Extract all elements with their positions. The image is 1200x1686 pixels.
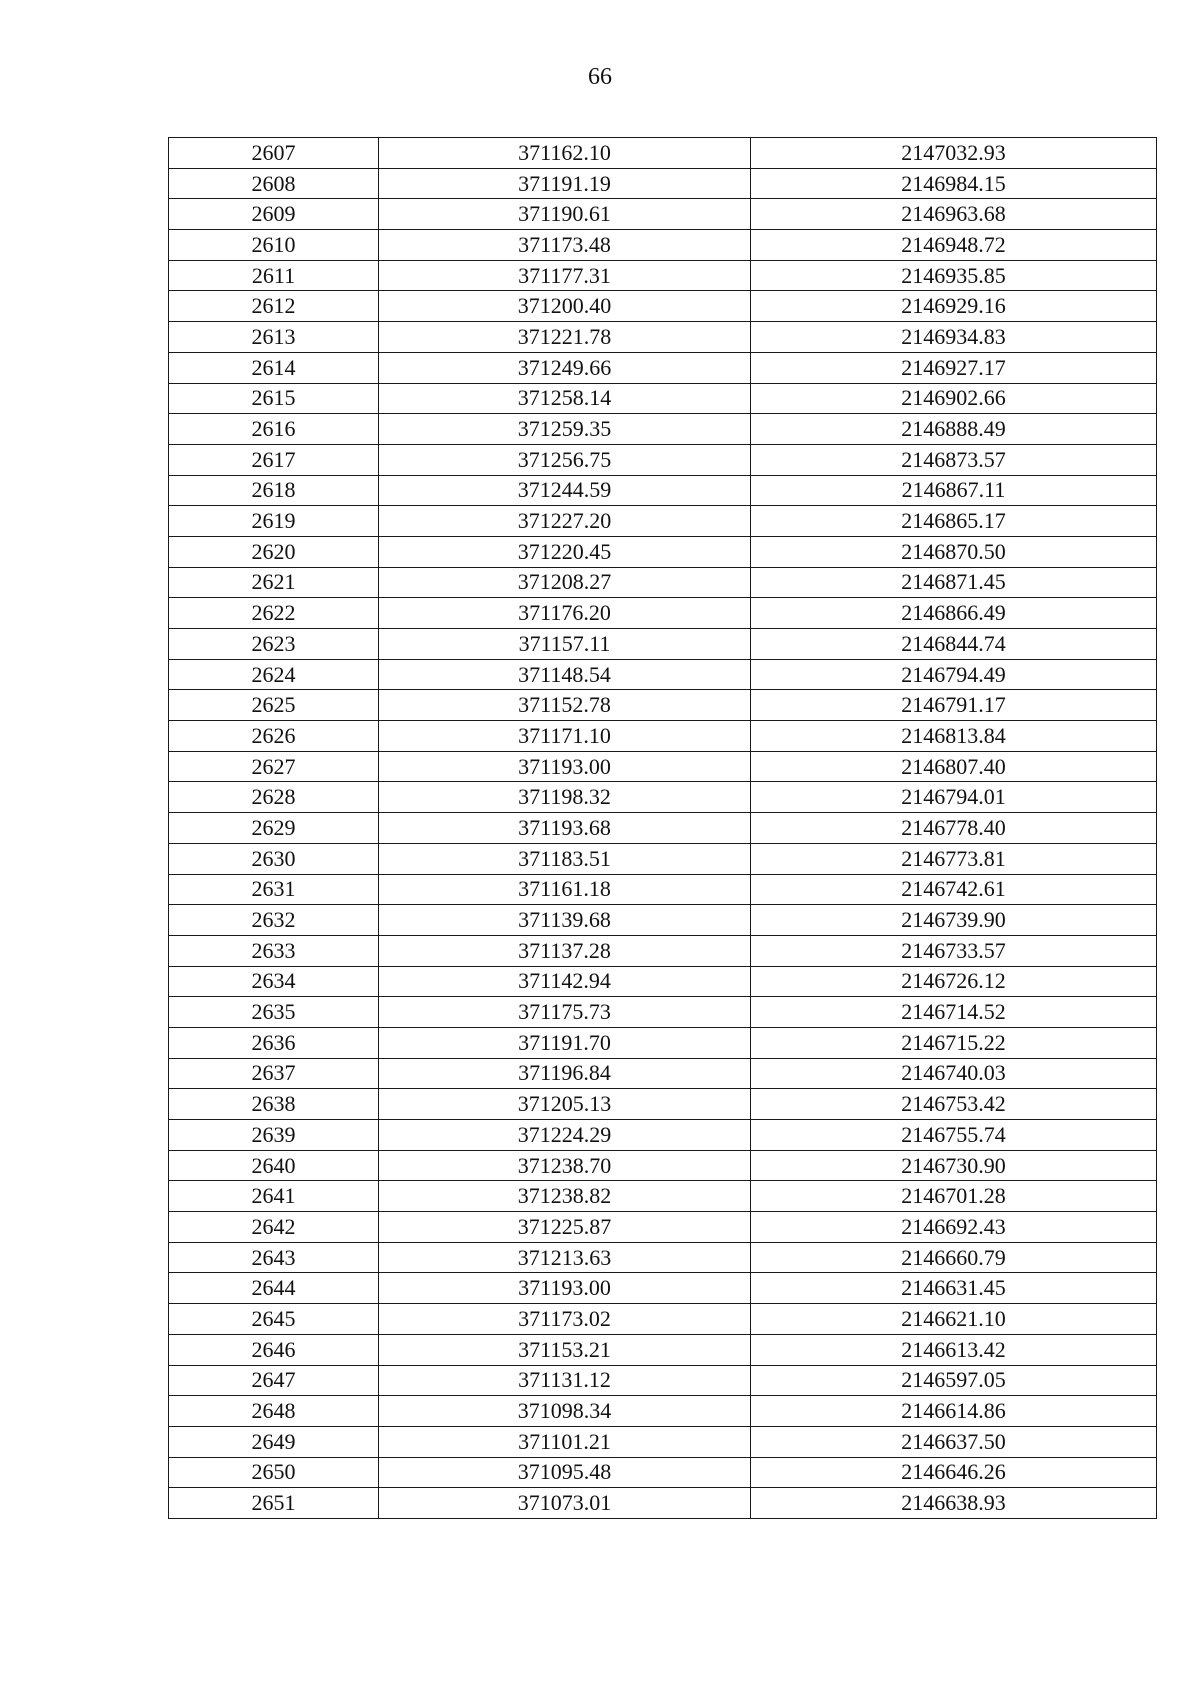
y-coordinate-cell: 2146902.66 bbox=[751, 383, 1157, 414]
y-coordinate-cell: 2146597.05 bbox=[751, 1365, 1157, 1396]
point-number-cell: 2618 bbox=[169, 475, 379, 506]
table-row bbox=[169, 383, 1157, 414]
x-coordinate-cell: 371073.01 bbox=[379, 1488, 751, 1519]
point-number-cell: 2613 bbox=[169, 322, 379, 353]
x-coordinate-cell: 371196.84 bbox=[379, 1058, 751, 1089]
point-number-cell: 2626 bbox=[169, 721, 379, 752]
table-row bbox=[169, 1304, 1157, 1335]
table-row bbox=[169, 690, 1157, 721]
x-coordinate-cell: 371153.21 bbox=[379, 1334, 751, 1365]
y-coordinate-cell: 2146778.40 bbox=[751, 813, 1157, 844]
point-number-cell: 2620 bbox=[169, 536, 379, 567]
point-number-cell: 2641 bbox=[169, 1181, 379, 1212]
table-row bbox=[169, 1027, 1157, 1058]
x-coordinate-cell: 371227.20 bbox=[379, 506, 751, 537]
table-row bbox=[169, 199, 1157, 230]
point-number-cell: 2628 bbox=[169, 782, 379, 813]
table-row bbox=[169, 598, 1157, 629]
y-coordinate-cell: 2146726.12 bbox=[751, 966, 1157, 997]
point-number-cell: 2636 bbox=[169, 1027, 379, 1058]
y-coordinate-cell: 2146733.57 bbox=[751, 935, 1157, 966]
table-row bbox=[169, 138, 1157, 169]
x-coordinate-cell: 371157.11 bbox=[379, 629, 751, 660]
y-coordinate-cell: 2146638.93 bbox=[751, 1488, 1157, 1519]
point-number-cell: 2616 bbox=[169, 414, 379, 445]
y-coordinate-cell: 2146871.45 bbox=[751, 567, 1157, 598]
x-coordinate-cell: 371098.34 bbox=[379, 1396, 751, 1427]
y-coordinate-cell: 2146844.74 bbox=[751, 629, 1157, 660]
point-number-cell: 2624 bbox=[169, 659, 379, 690]
table-row bbox=[169, 1396, 1157, 1427]
y-coordinate-cell: 2146660.79 bbox=[751, 1242, 1157, 1273]
point-number-cell: 2612 bbox=[169, 291, 379, 322]
x-coordinate-cell: 371220.45 bbox=[379, 536, 751, 567]
table-row bbox=[169, 1273, 1157, 1304]
table-row bbox=[169, 536, 1157, 567]
point-number-cell: 2610 bbox=[169, 230, 379, 261]
table-row bbox=[169, 782, 1157, 813]
table-row bbox=[169, 813, 1157, 844]
y-coordinate-cell: 2146773.81 bbox=[751, 843, 1157, 874]
table-row bbox=[169, 1457, 1157, 1488]
point-number-cell: 2631 bbox=[169, 874, 379, 905]
y-coordinate-cell: 2146621.10 bbox=[751, 1304, 1157, 1335]
table-row bbox=[169, 1089, 1157, 1120]
y-coordinate-cell: 2146646.26 bbox=[751, 1457, 1157, 1488]
table-row bbox=[169, 1150, 1157, 1181]
table-row bbox=[169, 966, 1157, 997]
x-coordinate-cell: 371183.51 bbox=[379, 843, 751, 874]
x-coordinate-cell: 371208.27 bbox=[379, 567, 751, 598]
x-coordinate-cell: 371258.14 bbox=[379, 383, 751, 414]
y-coordinate-cell: 2146637.50 bbox=[751, 1426, 1157, 1457]
y-coordinate-cell: 2146692.43 bbox=[751, 1212, 1157, 1243]
y-coordinate-cell: 2146701.28 bbox=[751, 1181, 1157, 1212]
x-coordinate-cell: 371173.02 bbox=[379, 1304, 751, 1335]
point-number-cell: 2623 bbox=[169, 629, 379, 660]
point-number-cell: 2608 bbox=[169, 168, 379, 199]
point-number-cell: 2645 bbox=[169, 1304, 379, 1335]
x-coordinate-cell: 371095.48 bbox=[379, 1457, 751, 1488]
table-row bbox=[169, 751, 1157, 782]
point-number-cell: 2609 bbox=[169, 199, 379, 230]
coordinate-table-body bbox=[169, 138, 1157, 1519]
point-number-cell: 2611 bbox=[169, 260, 379, 291]
table-row bbox=[169, 260, 1157, 291]
point-number-cell: 2650 bbox=[169, 1457, 379, 1488]
point-number-cell: 2633 bbox=[169, 935, 379, 966]
table-row bbox=[169, 168, 1157, 199]
point-number-cell: 2649 bbox=[169, 1426, 379, 1457]
table-row bbox=[169, 1365, 1157, 1396]
table-row bbox=[169, 352, 1157, 383]
table-row bbox=[169, 567, 1157, 598]
table-row bbox=[169, 1334, 1157, 1365]
x-coordinate-cell: 371198.32 bbox=[379, 782, 751, 813]
y-coordinate-cell: 2146865.17 bbox=[751, 506, 1157, 537]
x-coordinate-cell: 371249.66 bbox=[379, 352, 751, 383]
table-row bbox=[169, 1242, 1157, 1273]
x-coordinate-cell: 371139.68 bbox=[379, 905, 751, 936]
table-row bbox=[169, 1181, 1157, 1212]
y-coordinate-cell: 2146870.50 bbox=[751, 536, 1157, 567]
y-coordinate-cell: 2146739.90 bbox=[751, 905, 1157, 936]
x-coordinate-cell: 371193.00 bbox=[379, 751, 751, 782]
table-row bbox=[169, 659, 1157, 690]
x-coordinate-cell: 371148.54 bbox=[379, 659, 751, 690]
y-coordinate-cell: 2146963.68 bbox=[751, 199, 1157, 230]
y-coordinate-cell: 2146929.16 bbox=[751, 291, 1157, 322]
x-coordinate-cell: 371213.63 bbox=[379, 1242, 751, 1273]
table-row bbox=[169, 322, 1157, 353]
x-coordinate-cell: 371200.40 bbox=[379, 291, 751, 322]
point-number-cell: 2629 bbox=[169, 813, 379, 844]
y-coordinate-cell: 2146753.42 bbox=[751, 1089, 1157, 1120]
x-coordinate-cell: 371175.73 bbox=[379, 997, 751, 1028]
table-row bbox=[169, 843, 1157, 874]
x-coordinate-cell: 371256.75 bbox=[379, 444, 751, 475]
table-row bbox=[169, 1212, 1157, 1243]
x-coordinate-cell: 371142.94 bbox=[379, 966, 751, 997]
y-coordinate-cell: 2146935.85 bbox=[751, 260, 1157, 291]
y-coordinate-cell: 2146984.15 bbox=[751, 168, 1157, 199]
point-number-cell: 2639 bbox=[169, 1120, 379, 1151]
point-number-cell: 2648 bbox=[169, 1396, 379, 1427]
x-coordinate-cell: 371176.20 bbox=[379, 598, 751, 629]
point-number-cell: 2619 bbox=[169, 506, 379, 537]
point-number-cell: 2632 bbox=[169, 905, 379, 936]
table-row bbox=[169, 935, 1157, 966]
y-coordinate-cell: 2147032.93 bbox=[751, 138, 1157, 169]
y-coordinate-cell: 2146791.17 bbox=[751, 690, 1157, 721]
table-row bbox=[169, 997, 1157, 1028]
table-row bbox=[169, 721, 1157, 752]
point-number-cell: 2614 bbox=[169, 352, 379, 383]
point-number-cell: 2607 bbox=[169, 138, 379, 169]
y-coordinate-cell: 2146888.49 bbox=[751, 414, 1157, 445]
y-coordinate-cell: 2146948.72 bbox=[751, 230, 1157, 261]
y-coordinate-cell: 2146927.17 bbox=[751, 352, 1157, 383]
table-row bbox=[169, 414, 1157, 445]
table-row bbox=[169, 1488, 1157, 1519]
point-number-cell: 2627 bbox=[169, 751, 379, 782]
x-coordinate-cell: 371162.10 bbox=[379, 138, 751, 169]
y-coordinate-cell: 2146730.90 bbox=[751, 1150, 1157, 1181]
y-coordinate-cell: 2146631.45 bbox=[751, 1273, 1157, 1304]
point-number-cell: 2644 bbox=[169, 1273, 379, 1304]
table-row bbox=[169, 1426, 1157, 1457]
x-coordinate-cell: 371161.18 bbox=[379, 874, 751, 905]
table-row bbox=[169, 506, 1157, 537]
table-row bbox=[169, 291, 1157, 322]
coordinate-table bbox=[168, 137, 1157, 1519]
x-coordinate-cell: 371224.29 bbox=[379, 1120, 751, 1151]
point-number-cell: 2625 bbox=[169, 690, 379, 721]
table-row bbox=[169, 475, 1157, 506]
point-number-cell: 2635 bbox=[169, 997, 379, 1028]
x-coordinate-cell: 371259.35 bbox=[379, 414, 751, 445]
x-coordinate-cell: 371171.10 bbox=[379, 721, 751, 752]
point-number-cell: 2637 bbox=[169, 1058, 379, 1089]
point-number-cell: 2622 bbox=[169, 598, 379, 629]
y-coordinate-cell: 2146740.03 bbox=[751, 1058, 1157, 1089]
x-coordinate-cell: 371190.61 bbox=[379, 199, 751, 230]
x-coordinate-cell: 371238.70 bbox=[379, 1150, 751, 1181]
x-coordinate-cell: 371238.82 bbox=[379, 1181, 751, 1212]
y-coordinate-cell: 2146813.84 bbox=[751, 721, 1157, 752]
point-number-cell: 2621 bbox=[169, 567, 379, 598]
y-coordinate-cell: 2146807.40 bbox=[751, 751, 1157, 782]
y-coordinate-cell: 2146794.01 bbox=[751, 782, 1157, 813]
y-coordinate-cell: 2146613.42 bbox=[751, 1334, 1157, 1365]
table-row bbox=[169, 905, 1157, 936]
page-number: 66 bbox=[588, 64, 612, 90]
point-number-cell: 2638 bbox=[169, 1089, 379, 1120]
x-coordinate-cell: 371191.70 bbox=[379, 1027, 751, 1058]
x-coordinate-cell: 371225.87 bbox=[379, 1212, 751, 1243]
point-number-cell: 2640 bbox=[169, 1150, 379, 1181]
y-coordinate-cell: 2146614.86 bbox=[751, 1396, 1157, 1427]
point-number-cell: 2643 bbox=[169, 1242, 379, 1273]
x-coordinate-cell: 371131.12 bbox=[379, 1365, 751, 1396]
y-coordinate-cell: 2146873.57 bbox=[751, 444, 1157, 475]
y-coordinate-cell: 2146714.52 bbox=[751, 997, 1157, 1028]
y-coordinate-cell: 2146755.74 bbox=[751, 1120, 1157, 1151]
x-coordinate-cell: 371137.28 bbox=[379, 935, 751, 966]
point-number-cell: 2651 bbox=[169, 1488, 379, 1519]
point-number-cell: 2617 bbox=[169, 444, 379, 475]
point-number-cell: 2642 bbox=[169, 1212, 379, 1243]
point-number-cell: 2630 bbox=[169, 843, 379, 874]
point-number-cell: 2646 bbox=[169, 1334, 379, 1365]
table-row bbox=[169, 1120, 1157, 1151]
point-number-cell: 2615 bbox=[169, 383, 379, 414]
x-coordinate-cell: 371193.00 bbox=[379, 1273, 751, 1304]
x-coordinate-cell: 371205.13 bbox=[379, 1089, 751, 1120]
y-coordinate-cell: 2146867.11 bbox=[751, 475, 1157, 506]
table-row bbox=[169, 230, 1157, 261]
x-coordinate-cell: 371193.68 bbox=[379, 813, 751, 844]
table-row bbox=[169, 444, 1157, 475]
y-coordinate-cell: 2146934.83 bbox=[751, 322, 1157, 353]
x-coordinate-cell: 371152.78 bbox=[379, 690, 751, 721]
x-coordinate-cell: 371177.31 bbox=[379, 260, 751, 291]
y-coordinate-cell: 2146866.49 bbox=[751, 598, 1157, 629]
x-coordinate-cell: 371221.78 bbox=[379, 322, 751, 353]
y-coordinate-cell: 2146742.61 bbox=[751, 874, 1157, 905]
table-row bbox=[169, 874, 1157, 905]
x-coordinate-cell: 371173.48 bbox=[379, 230, 751, 261]
x-coordinate-cell: 371191.19 bbox=[379, 168, 751, 199]
y-coordinate-cell: 2146794.49 bbox=[751, 659, 1157, 690]
table-row bbox=[169, 629, 1157, 660]
point-number-cell: 2647 bbox=[169, 1365, 379, 1396]
x-coordinate-cell: 371244.59 bbox=[379, 475, 751, 506]
point-number-cell: 2634 bbox=[169, 966, 379, 997]
y-coordinate-cell: 2146715.22 bbox=[751, 1027, 1157, 1058]
x-coordinate-cell: 371101.21 bbox=[379, 1426, 751, 1457]
table-row bbox=[169, 1058, 1157, 1089]
